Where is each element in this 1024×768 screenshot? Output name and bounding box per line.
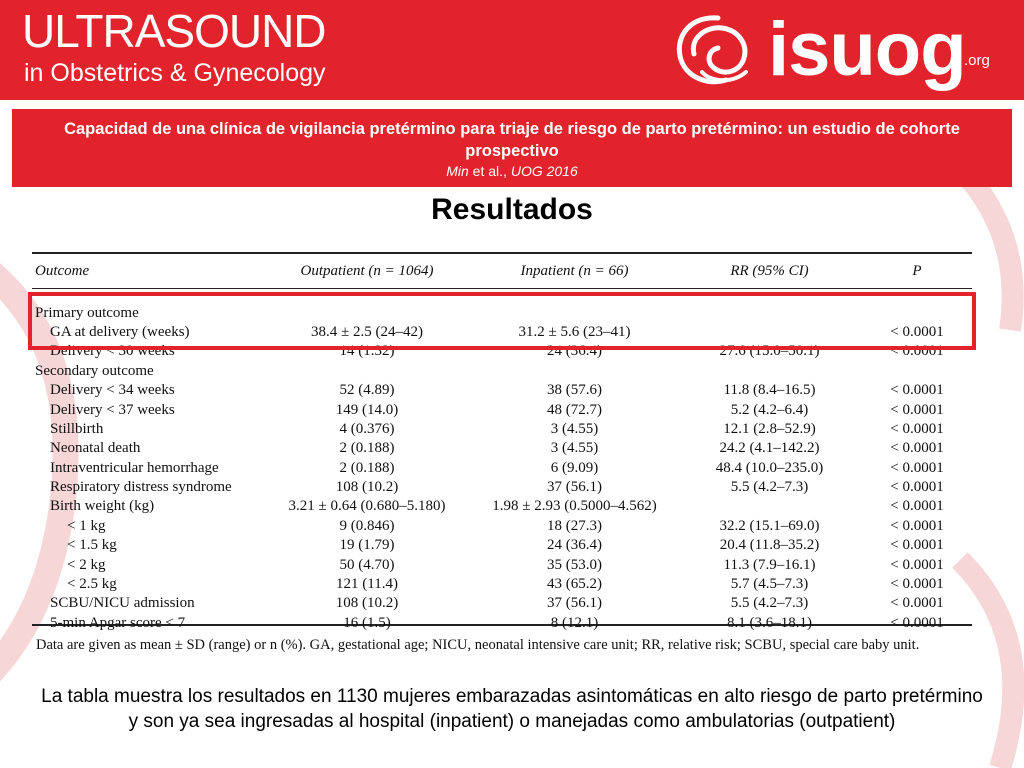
cell-inpatient: 3 (4.55) <box>550 420 599 437</box>
cell-rr: 11.3 (7.9–16.1) <box>723 556 816 573</box>
table-header-row <box>32 258 972 284</box>
cell-rr: 20.4 (11.8–35.2) <box>719 537 820 554</box>
cell-inpatient: 18 (27.3) <box>547 517 602 534</box>
cell-inpatient <box>472 362 677 381</box>
cell-rr: 5.5 (4.2–7.3) <box>730 595 809 612</box>
table-footnote: Data are given as mean ± SD (range) or n (%). GA, gestational age; NICU, neonatal intensive care unit; RR, relative risk; SCBU, special care baby unit. <box>36 637 920 653</box>
cell-outcome: < 1.5 kg <box>67 537 117 554</box>
cell-p: < 0.0001 <box>890 382 944 399</box>
cell-p: < 0.0001 <box>890 498 944 515</box>
table-row <box>32 517 972 536</box>
cell-p: < 0.0001 <box>890 479 944 496</box>
cell-p: < 0.0001 <box>890 517 944 534</box>
table-top-rule <box>32 252 972 254</box>
journal-header <box>0 0 1024 100</box>
logo-wordmark: isuog <box>768 7 966 92</box>
cell-outpatient <box>262 362 472 381</box>
logo-domain: .org <box>964 52 990 69</box>
cell-outpatient: 3.21 ± 0.64 (0.680–5.180) <box>288 498 446 515</box>
cell-outpatient: 108 (10.2) <box>335 479 399 496</box>
cell-outcome: SCBU/NICU admission <box>50 595 195 612</box>
cell-rr: 24.2 (4.1–142.2) <box>719 440 820 457</box>
slide-caption: La tabla muestra los resultados en 1130 mujeres embarazadas asintomáticas en alto riesgo de parto pretérmino y son ya sea ingresadas al hospital (inpatient) o manejadas como ambulatorias (outpatient) <box>41 686 983 732</box>
cell-outpatient: 2 (0.188) <box>339 459 395 476</box>
table-row <box>32 459 972 478</box>
cell-rr <box>677 497 862 516</box>
cell-inpatient: 3 (4.55) <box>550 440 599 457</box>
cell-outcome: Secondary outcome <box>35 362 154 379</box>
header-inpatient: Inpatient (n = 66) <box>520 262 629 279</box>
cell-inpatient: 43 (65.2) <box>547 576 602 593</box>
cell-outpatient: 4 (0.376) <box>339 420 395 437</box>
cell-inpatient: 24 (36.4) <box>547 343 602 360</box>
cell-inpatient: 31.2 ± 5.6 (23–41) <box>518 323 631 340</box>
cell-outpatient: 14 (1.32) <box>339 343 395 360</box>
table-row <box>32 497 972 516</box>
header-p: P <box>912 262 922 279</box>
cell-rr: 27.6 (15.0–50.1) <box>719 343 820 360</box>
cell-p: < 0.0001 <box>890 537 944 554</box>
cell-p: < 0.0001 <box>890 595 944 612</box>
cell-rr <box>677 362 862 381</box>
cell-outpatient: 19 (1.79) <box>339 537 395 554</box>
cell-outcome: Birth weight (kg) <box>50 498 155 515</box>
cell-inpatient: 37 (56.1) <box>547 479 602 496</box>
cell-outcome: Delivery < 37 weeks <box>50 401 175 418</box>
cell-p <box>862 362 972 381</box>
cell-outpatient: 9 (0.846) <box>339 517 395 534</box>
cell-outcome: < 1 kg <box>67 517 106 534</box>
table-row <box>32 400 972 419</box>
cell-outcome: Neonatal death <box>50 440 141 457</box>
article-banner <box>12 109 1012 187</box>
cell-p: < 0.0001 <box>890 323 944 340</box>
cell-p: < 0.0001 <box>890 614 944 631</box>
journal-subtitle: in Obstetrics & Gynecology <box>24 59 326 87</box>
cell-outpatient: 38.4 ± 2.5 (24–42) <box>311 323 423 340</box>
cell-outcome: Delivery < 30 weeks <box>50 343 175 360</box>
cell-inpatient: 35 (53.0) <box>547 556 602 573</box>
section-title: Resultados <box>431 193 593 226</box>
table-row <box>32 381 972 400</box>
cell-outcome: Respiratory distress syndrome <box>50 479 232 496</box>
citation-author: Min <box>446 163 469 179</box>
header-outpatient: Outpatient (n = 1064) <box>300 262 434 279</box>
cell-rr: 12.1 (2.8–52.9) <box>723 420 816 437</box>
cell-p: < 0.0001 <box>890 556 944 573</box>
cell-outpatient: 108 (10.2) <box>335 595 399 612</box>
cell-rr: 5.2 (4.2–6.4) <box>730 401 809 418</box>
header-outcome: Outcome <box>35 262 90 279</box>
table-row <box>32 594 972 613</box>
cell-p: < 0.0001 <box>890 343 944 360</box>
cell-outcome: Intraventricular hemorrhage <box>50 459 219 476</box>
table-row <box>32 362 972 381</box>
table-row <box>32 614 972 633</box>
table-row <box>32 575 972 594</box>
cell-inpatient: 8 (12.1) <box>550 614 599 631</box>
table-row <box>32 555 972 574</box>
cell-rr: 48.4 (10.0–235.0) <box>715 459 824 476</box>
table-row <box>32 420 972 439</box>
cell-outcome: Stillbirth <box>50 420 104 437</box>
table-row <box>32 536 972 555</box>
cell-outcome: < 2 kg <box>67 556 106 573</box>
header-rr: RR (95% CI) <box>730 262 809 279</box>
cell-rr: 11.8 (8.4–16.5) <box>723 382 816 399</box>
cell-rr: 32.2 (15.1–69.0) <box>719 517 820 534</box>
cell-p: < 0.0001 <box>890 576 944 593</box>
cell-outcome: Primary outcome <box>35 304 139 321</box>
primary-outcome-highlight-box <box>28 292 976 350</box>
cell-inpatient: 6 (9.09) <box>550 459 599 476</box>
cell-outcome: GA at delivery (weeks) <box>50 323 190 340</box>
cell-outpatient: 16 (1.5) <box>343 614 391 631</box>
citation-journal: UOG 2016 <box>510 163 578 179</box>
isuog-emblem-icon <box>672 10 764 90</box>
cell-outpatient: 52 (4.89) <box>339 382 395 399</box>
cell-outcome: < 2.5 kg <box>67 576 117 593</box>
cell-inpatient: 37 (56.1) <box>547 595 602 612</box>
cell-p: < 0.0001 <box>890 459 944 476</box>
cell-outpatient: 2 (0.188) <box>339 440 395 457</box>
cell-inpatient: 1.98 ± 2.93 (0.5000–4.562) <box>492 498 657 515</box>
cell-outpatient: 121 (11.4) <box>336 576 398 593</box>
cell-outpatient: 50 (4.70) <box>339 556 395 573</box>
cell-inpatient: 48 (72.7) <box>547 401 602 418</box>
article-citation <box>12 162 1012 180</box>
citation-etal: et al., <box>468 163 511 179</box>
cell-inpatient: 38 (57.6) <box>547 382 602 399</box>
cell-outcome: 5-min Apgar score < 7 <box>50 614 186 631</box>
cell-rr: 8.1 (3.6–18.1) <box>727 614 812 631</box>
cell-p: < 0.0001 <box>890 401 944 418</box>
cell-inpatient: 24 (36.4) <box>547 537 602 554</box>
cell-rr: 5.5 (4.2–7.3) <box>730 479 809 496</box>
article-title: Capacidad de una clínica de vigilancia pretérmino para triaje de riesgo de parto pretérmino: un estudio de cohorte prospectivo <box>64 120 960 160</box>
cell-outpatient: 149 (14.0) <box>335 401 399 418</box>
journal-title: ULTRASOUND <box>22 5 326 57</box>
isuog-logo[interactable] <box>672 8 1012 94</box>
cell-rr: 5.7 (4.5–7.3) <box>730 576 809 593</box>
cell-outcome: Delivery < 34 weeks <box>50 382 175 399</box>
table-row <box>32 439 972 458</box>
table-row <box>32 478 972 497</box>
cell-p: < 0.0001 <box>890 440 944 457</box>
cell-p: < 0.0001 <box>890 420 944 437</box>
